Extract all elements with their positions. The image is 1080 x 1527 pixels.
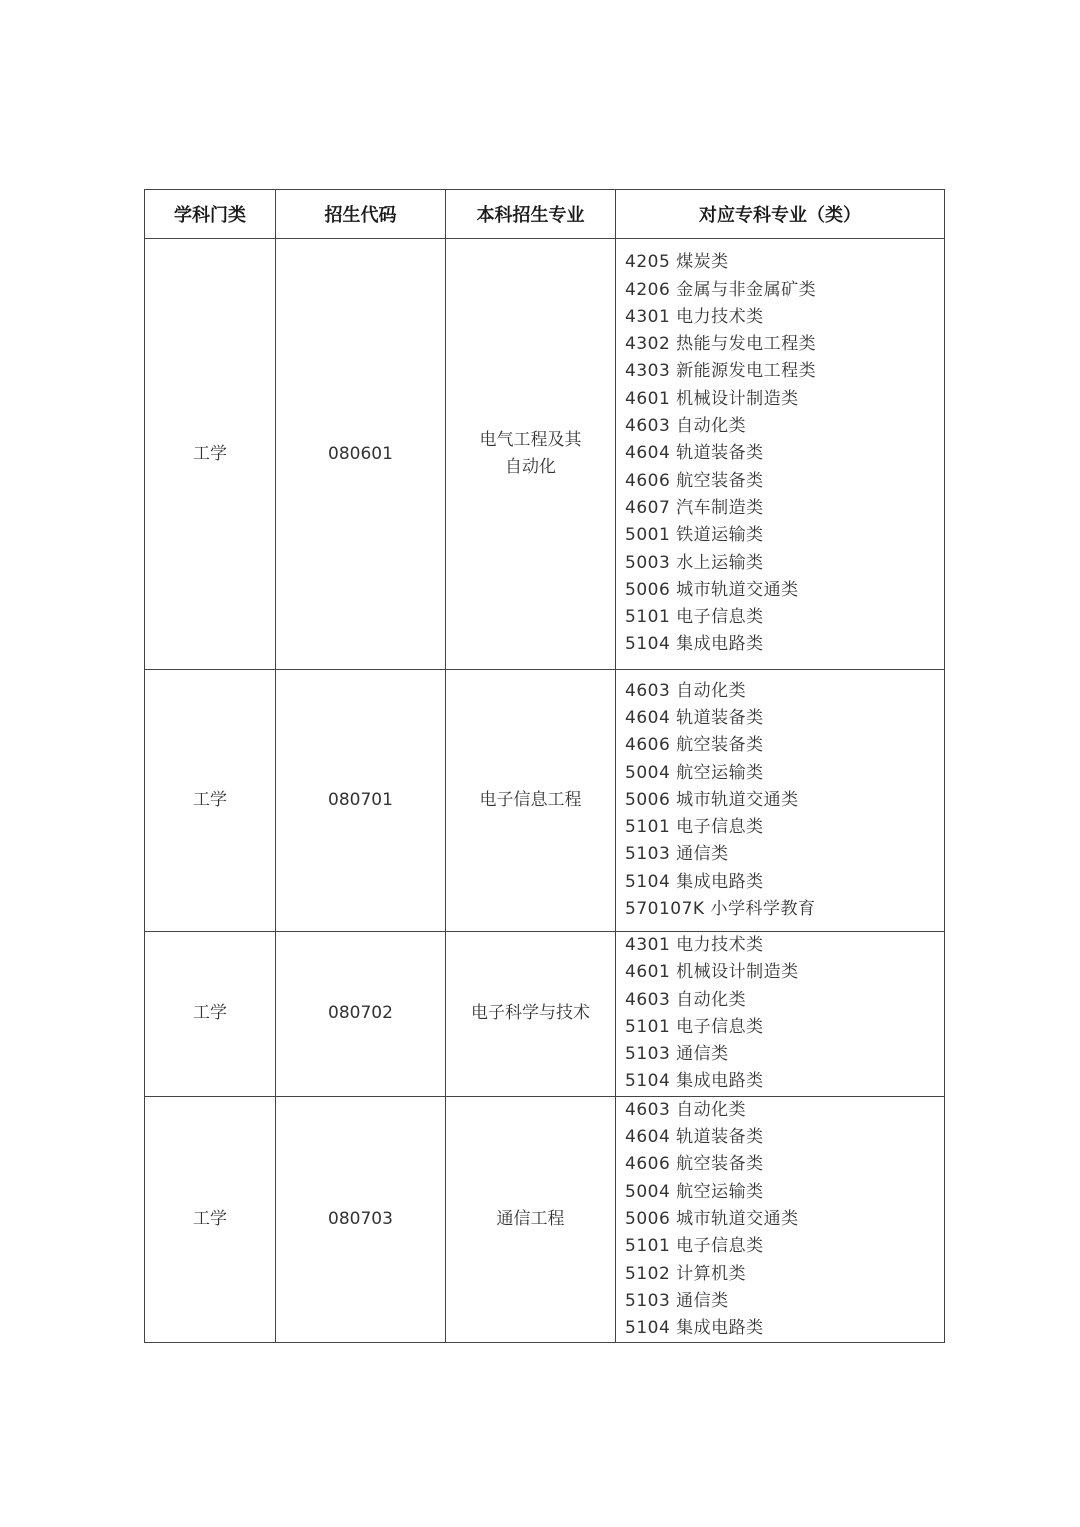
list-item: 4205 煤炭类 xyxy=(625,252,729,273)
list-item: 5101 电子信息类 xyxy=(625,817,764,838)
category-cell: 工学 xyxy=(145,932,276,1097)
table-row xyxy=(145,1096,945,1343)
list-item: 5104 集成电路类 xyxy=(625,1318,764,1339)
major-name-line: 电子科学与技术 xyxy=(471,1003,590,1024)
category-cell: 工学 xyxy=(145,1096,276,1343)
major-cell xyxy=(446,932,616,1097)
code-cell: 080601 xyxy=(276,239,446,670)
list-item: 5102 计算机类 xyxy=(625,1263,747,1284)
list-item: 4606 航空装备类 xyxy=(625,735,764,756)
list-item: 4303 新能源发电工程类 xyxy=(625,361,817,382)
list-item: 5103 通信类 xyxy=(625,1044,729,1065)
table-row xyxy=(145,239,945,670)
related-majors-cell xyxy=(616,670,945,932)
related-majors-cell xyxy=(616,239,945,670)
list-item: 5103 通信类 xyxy=(625,1290,729,1311)
related-majors-list xyxy=(616,678,944,924)
list-item: 5101 电子信息类 xyxy=(625,1236,764,1257)
list-item: 4603 自动化类 xyxy=(625,680,747,701)
header-major: 本科招生专业 xyxy=(446,190,616,239)
major-name-line: 电气工程及其 xyxy=(479,430,582,450)
related-majors-cell xyxy=(616,932,945,1097)
table-row xyxy=(145,670,945,932)
list-item: 5104 集成电路类 xyxy=(625,634,764,655)
list-item: 5004 航空运输类 xyxy=(625,1181,764,1202)
list-item: 5101 电子信息类 xyxy=(625,607,764,628)
list-item: 4603 自动化类 xyxy=(625,416,747,437)
list-item: 5001 铁道运输类 xyxy=(625,525,764,546)
major-name-line: 电子信息工程 xyxy=(479,790,582,810)
list-item: 4601 机械设计制造类 xyxy=(625,388,799,409)
category-cell: 工学 xyxy=(145,670,276,932)
table-row xyxy=(145,932,945,1097)
list-item: 4301 电力技术类 xyxy=(625,935,764,955)
list-item: 4606 航空装备类 xyxy=(625,1154,764,1175)
related-majors-list xyxy=(616,932,944,1096)
list-item: 4601 机械设计制造类 xyxy=(625,962,799,983)
major-cell xyxy=(446,670,616,932)
list-item: 4302 热能与发电工程类 xyxy=(625,334,817,355)
major-name-line: 自动化 xyxy=(505,457,556,477)
list-item: 4603 自动化类 xyxy=(625,989,747,1010)
category-cell: 工学 xyxy=(145,239,276,670)
list-item: 4604 轨道装备类 xyxy=(625,707,764,728)
list-item: 5101 电子信息类 xyxy=(625,1016,764,1037)
major-cell xyxy=(446,1096,616,1343)
list-item: 5006 城市轨道交通类 xyxy=(625,579,799,600)
header-category: 学科门类 xyxy=(145,190,276,239)
related-majors-cell xyxy=(616,1096,945,1343)
list-item: 4607 汽车制造类 xyxy=(625,497,764,518)
list-item: 5006 城市轨道交通类 xyxy=(625,789,799,810)
list-item: 4604 轨道装备类 xyxy=(625,1127,764,1148)
major-cell xyxy=(446,239,616,670)
related-majors-list xyxy=(616,1097,944,1343)
list-item: 4604 轨道装备类 xyxy=(625,443,764,464)
list-item: 5104 集成电路类 xyxy=(625,1071,764,1092)
list-item: 5104 集成电路类 xyxy=(625,871,764,892)
list-item: 5004 航空运输类 xyxy=(625,762,764,783)
list-item: 5003 水上运输类 xyxy=(625,552,764,573)
code-cell: 080702 xyxy=(276,932,446,1097)
list-item: 4301 电力技术类 xyxy=(625,306,764,327)
list-item: 4606 航空装备类 xyxy=(625,470,764,491)
related-majors-list xyxy=(616,249,944,658)
list-item: 5006 城市轨道交通类 xyxy=(625,1208,799,1229)
code-cell: 080701 xyxy=(276,670,446,932)
list-item: 5103 通信类 xyxy=(625,844,729,865)
list-item: 4603 自动化类 xyxy=(625,1099,747,1120)
major-name-line: 通信工程 xyxy=(496,1209,565,1230)
header-related-majors: 对应专科专业（类） xyxy=(616,190,945,239)
list-item: 570107K 小学科学教育 xyxy=(625,899,816,920)
majors-table xyxy=(144,189,945,1343)
header-code: 招生代码 xyxy=(276,190,446,239)
code-cell: 080703 xyxy=(276,1096,446,1343)
table-header-row xyxy=(145,190,945,239)
list-item: 4206 金属与非金属矿类 xyxy=(625,279,817,300)
